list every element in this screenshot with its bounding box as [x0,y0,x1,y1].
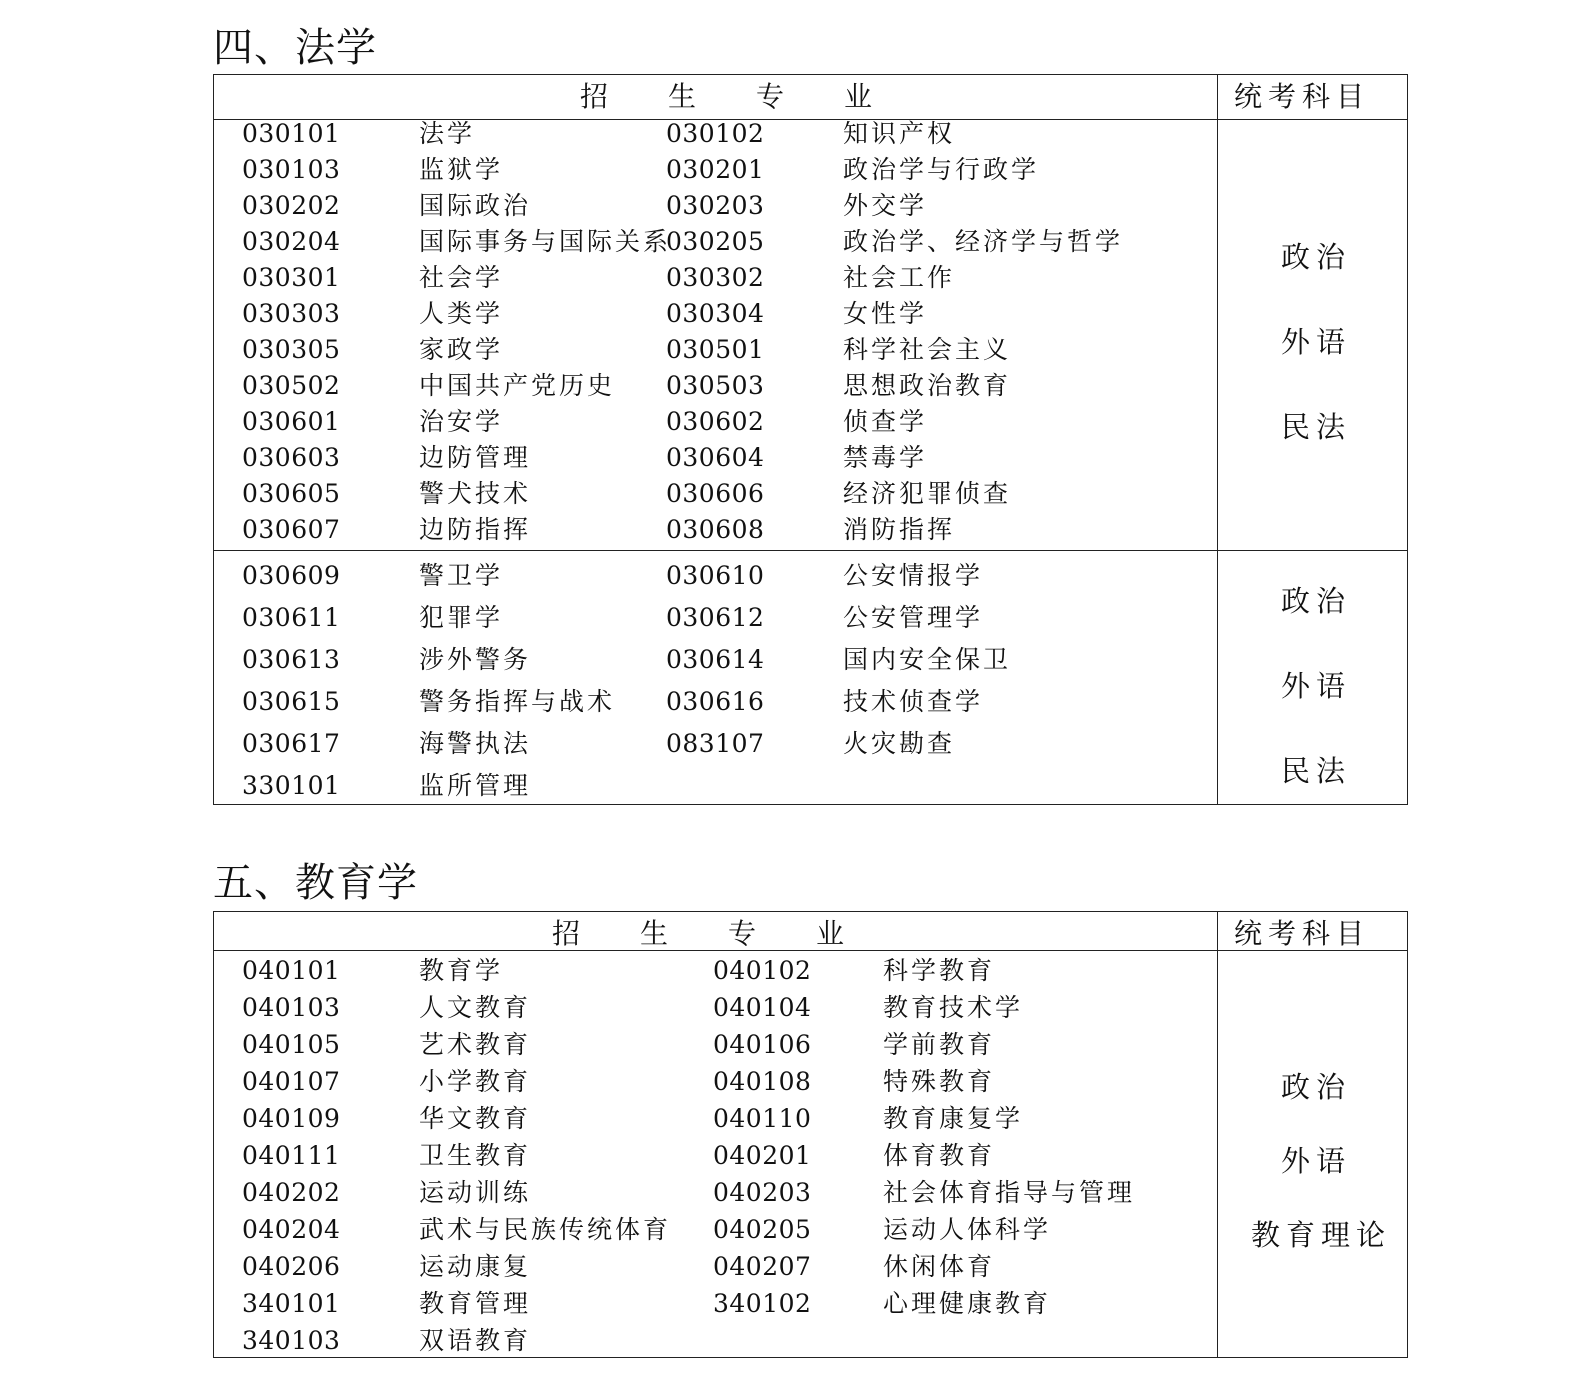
major-name: 运动康复 [419,1252,532,1281]
major-code: 040204 [242,1215,341,1244]
header-subjects: 统考科目 [1234,917,1371,950]
major-code: 040104 [713,993,812,1022]
major-code: 030601 [242,407,341,436]
major-code: 340102 [713,1289,812,1318]
major-name: 家政学 [419,335,504,364]
major-name: 艺术教育 [419,1030,532,1059]
major-name: 火灾勘查 [843,729,956,758]
major-code: 030203 [666,191,765,220]
major-code: 030610 [666,561,765,590]
major-code: 040105 [242,1030,341,1059]
major-name: 公安情报学 [843,561,984,590]
major-code: 040205 [713,1215,812,1244]
major-name: 休闲体育 [883,1252,996,1281]
column-divider [1217,75,1218,804]
major-code: 030604 [666,443,765,472]
major-name: 国际事务与国际关系 [419,227,672,256]
major-code: 030304 [666,299,765,328]
major-code: 030616 [666,687,765,716]
major-name: 治安学 [419,407,504,436]
major-code: 030603 [242,443,341,472]
exam-subject: 外语 [1281,325,1352,359]
major-name: 边防管理 [419,443,532,472]
major-name: 社会学 [419,263,504,292]
exam-subject: 民法 [1281,754,1352,788]
exam-subject: 外语 [1281,1144,1352,1178]
major-name: 政治学与行政学 [843,155,1040,184]
major-code: 040207 [713,1252,812,1281]
major-code: 030614 [666,645,765,674]
major-name: 卫生教育 [419,1141,532,1170]
major-code: 040107 [242,1067,341,1096]
major-name: 警卫学 [419,561,504,590]
major-name: 人文教育 [419,993,532,1022]
major-name: 小学教育 [419,1067,532,1096]
major-code: 030303 [242,299,341,328]
major-name: 监狱学 [419,155,504,184]
major-name: 外交学 [843,191,928,220]
major-code: 030606 [666,479,765,508]
header-majors: 招生专业 [552,917,905,950]
major-name: 科学社会主义 [843,335,1012,364]
major-name: 教育学 [419,956,504,985]
major-code: 030102 [666,119,765,148]
major-name: 双语教育 [419,1326,532,1355]
major-code: 030608 [666,515,765,544]
major-name: 人类学 [419,299,504,328]
major-name: 涉外警务 [419,645,532,674]
section-title-education: 五、教育学 [213,860,418,906]
major-code: 030204 [242,227,341,256]
major-code: 040103 [242,993,341,1022]
major-name: 学前教育 [883,1030,996,1059]
major-name: 国内安全保卫 [843,645,1012,674]
header-majors: 招生专业 [580,80,933,113]
section-title-law: 四、法学 [213,25,377,71]
major-name: 社会工作 [843,263,956,292]
major-name: 侦查学 [843,407,928,436]
major-name: 法学 [419,119,476,148]
major-name: 国际政治 [419,191,532,220]
major-code: 030607 [242,515,341,544]
major-code: 030205 [666,227,765,256]
major-code: 030201 [666,155,765,184]
major-code: 030202 [242,191,341,220]
exam-subject: 政治 [1281,584,1352,618]
major-name: 边防指挥 [419,515,532,544]
major-code: 040110 [713,1104,812,1133]
major-code: 030605 [242,479,341,508]
major-code: 340103 [242,1326,341,1355]
major-code: 030609 [242,561,341,590]
major-name: 警务指挥与战术 [419,687,616,716]
major-code: 040201 [713,1141,812,1170]
major-code: 040101 [242,956,341,985]
exam-subject: 教育理论 [1251,1218,1392,1252]
major-code: 030302 [666,263,765,292]
major-name: 监所管理 [419,771,532,800]
major-name: 犯罪学 [419,603,504,632]
major-name: 运动训练 [419,1178,532,1207]
major-code: 040102 [713,956,812,985]
major-name: 公安管理学 [843,603,984,632]
major-code: 083107 [666,729,765,758]
header-subjects: 统考科目 [1234,80,1371,113]
major-code: 030502 [242,371,341,400]
major-code: 030617 [242,729,341,758]
major-name: 中国共产党历史 [419,371,616,400]
major-code: 040206 [242,1252,341,1281]
education-majors-table [213,911,1408,1358]
major-code: 030301 [242,263,341,292]
major-code: 340101 [242,1289,341,1318]
major-name: 教育康复学 [883,1104,1024,1133]
major-name: 教育管理 [419,1289,532,1318]
major-name: 消防指挥 [843,515,956,544]
major-name: 体育教育 [883,1141,996,1170]
major-code: 040203 [713,1178,812,1207]
major-code: 030612 [666,603,765,632]
major-name: 禁毒学 [843,443,928,472]
major-name: 警犬技术 [419,479,532,508]
major-code: 040111 [242,1141,341,1170]
table-header [214,75,1407,120]
major-code: 040106 [713,1030,812,1059]
major-name: 教育技术学 [883,993,1024,1022]
major-name: 社会体育指导与管理 [883,1178,1136,1207]
major-code: 030305 [242,335,341,364]
major-code: 040202 [242,1178,341,1207]
major-code: 030602 [666,407,765,436]
exam-subject: 外语 [1281,669,1352,703]
exam-subject: 政治 [1281,1070,1352,1104]
major-name: 经济犯罪侦查 [843,479,1012,508]
exam-subject: 民法 [1281,410,1352,444]
major-code: 030615 [242,687,341,716]
table-header [214,912,1407,951]
major-name: 运动人体科学 [883,1215,1052,1244]
exam-subject: 政治 [1281,240,1352,274]
major-name: 心理健康教育 [883,1289,1052,1318]
major-name: 技术侦查学 [843,687,984,716]
major-code: 030613 [242,645,341,674]
major-code: 330101 [242,771,341,800]
major-name: 知识产权 [843,119,956,148]
column-divider [1217,912,1218,1357]
major-code: 040109 [242,1104,341,1133]
major-name: 科学教育 [883,956,996,985]
major-name: 海警执法 [419,729,532,758]
major-name: 思想政治教育 [843,371,1012,400]
major-code: 030103 [242,155,341,184]
major-code: 030503 [666,371,765,400]
major-code: 040108 [713,1067,812,1096]
law-majors-table [213,74,1408,805]
major-name: 华文教育 [419,1104,532,1133]
major-code: 030611 [242,603,341,632]
major-name: 武术与民族传统体育 [419,1215,672,1244]
major-name: 女性学 [843,299,928,328]
group-divider [214,550,1407,551]
major-name: 政治学、经济学与哲学 [843,227,1124,256]
major-code: 030501 [666,335,765,364]
major-code: 030101 [242,119,341,148]
major-name: 特殊教育 [883,1067,996,1096]
